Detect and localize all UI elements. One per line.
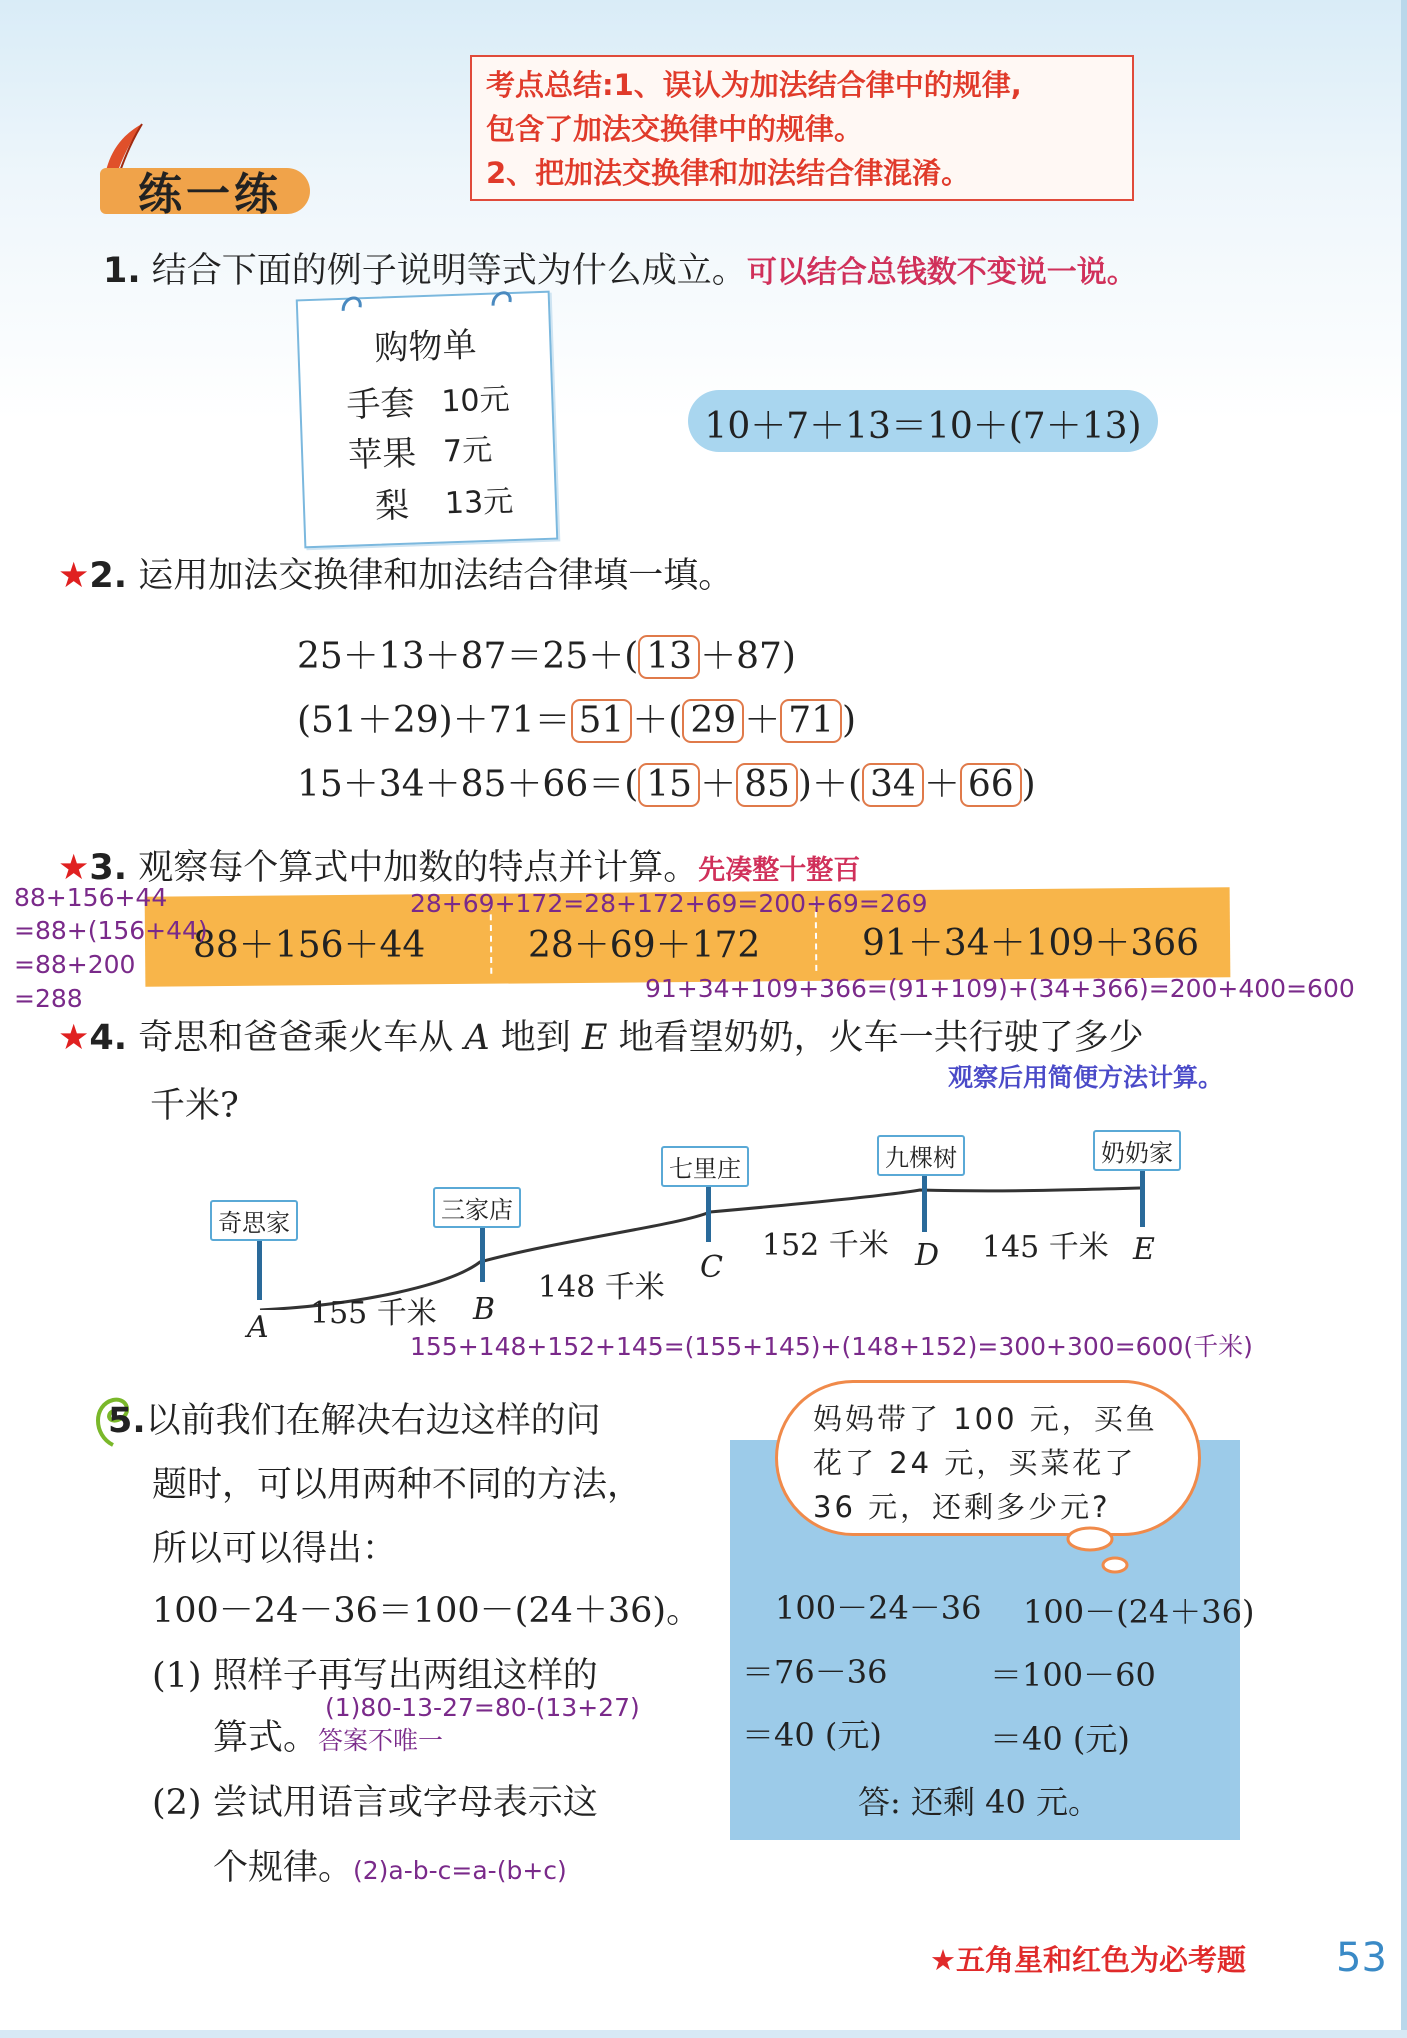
point-label: D [915,1238,940,1273]
handwritten-answer: 88+156+44 [14,883,168,912]
fill-line-3 [297,756,1036,807]
answer-box: 66 [960,763,1022,807]
question-3-number: 3. [89,848,128,888]
answer-statement: 答: 还剩 40 元。 [858,1783,1101,1821]
method-2-step: ＝100－60 [990,1656,1156,1694]
pin-icon [337,285,368,316]
sign-pole [480,1220,485,1282]
key-point-line-3: 2、把加法交换律和加法结合律混淆。 [486,156,971,190]
question-5-number: 5. [108,1401,146,1441]
item-price: 13元 [444,484,514,522]
question-1-answer: 可以结合总钱数不变说一说。 [746,255,1137,290]
answer-box: 51 [571,699,633,743]
star-icon: ★ [58,848,90,888]
station-sign: 奶奶家 [1093,1130,1181,1171]
section-heading [100,158,310,220]
handwritten-answer: (2)a-b-c=a-(b+c) [353,1856,567,1885]
distance-label: 145 千米 [982,1230,1109,1265]
point-label: A [464,1018,490,1058]
handwritten-answer: =88+(156+44) [14,916,208,945]
shopping-list-note [296,291,559,549]
point-label: E [581,1018,608,1058]
handwritten-answer: 91+34+109+366=(91+109)+(34+366)=200+400=600 [645,974,1355,1003]
answer-box: 34 [862,763,924,807]
method-1-step: ＝76－36 [742,1653,888,1691]
star-icon: ★ [58,1018,90,1058]
expr-part: ＋( [632,700,683,741]
handwritten-answer: =88+200 [14,950,136,979]
question-3-text: 观察每个算式中加数的特点并计算。 [138,848,699,888]
question-5-text: 算式。 [213,1718,319,1758]
distance-label: 148 千米 [538,1270,665,1305]
question-1-number: 1. [103,251,141,291]
question-4-number: 4. [89,1018,128,1058]
question-5-text: 以前我们在解决右边这样的问 [145,1401,601,1441]
question-3-hint: 先凑整十整百 [698,855,861,886]
question-4-text: 奇思和爸爸乘火车从 [138,1018,454,1058]
question-5-line-2: 题时，可以用两种不同的方法， [152,1465,643,1505]
expr-part: ) [842,700,857,741]
method-1-step: 100－24－36 [775,1589,982,1627]
expr-part: 25＋13＋87＝25＋( [297,636,639,677]
question-4-text-line-2: 千米? [150,1086,239,1126]
sign-pole [922,1170,927,1232]
bubble-text: 妈妈带了 100 元，买鱼 [813,1402,1158,1436]
footer-text: ★五角星和红色为必考题 [930,1943,1246,1977]
key-point-line-1: 考点总结:1、误认为加法结合律中的规律, [486,68,1022,102]
equation-pill [688,390,1158,452]
point-label: B [473,1292,496,1327]
station-sign: 九棵树 [877,1135,965,1176]
pin-icon [487,280,518,311]
expr-part: ＋ [923,764,960,805]
question-4-text: 地到 [500,1018,571,1058]
station-sign: 奇思家 [210,1200,298,1241]
expr-part: ＋87) [700,636,796,677]
handwritten-note: 答案不唯一 [318,1726,444,1755]
question-1 [103,243,1137,293]
question-5-sub-2-line-2 [213,1840,567,1890]
question-5-sub-1: (1) 照样子再写出两组这样的 [152,1656,598,1696]
question-5-line-3: 所以可以得出： [152,1529,398,1569]
fill-line-2 [297,692,856,743]
item-price: 7元 [442,432,493,470]
expr-part: )＋( [797,764,863,805]
question-3 [58,840,860,890]
question-4-hint: 观察后用简便方法计算。 [948,1063,1224,1092]
method-2-step: ＝40 (元) [990,1720,1130,1758]
question-2-text: 运用加法交换律和加法结合律填一填。 [138,556,734,596]
expression-3: 91＋34＋109＋366 [862,923,1200,964]
item-price: 10元 [440,382,511,420]
method-1-step: ＝40 (元) [742,1716,882,1754]
station-sign: 三家店 [433,1187,521,1228]
shopping-list-title: 购物单 [373,325,478,369]
equation-text: 10＋7＋13＝10＋(7＋13) [704,406,1142,447]
handwritten-answer: 28+69+172=28+172+69=200+69=269 [410,889,928,918]
footer-note [930,1930,1330,1986]
point-label: E [1133,1232,1155,1267]
handwritten-answer: =288 [14,984,83,1013]
key-points-box [470,55,1134,201]
bubble-text: 36 元，还剩多少元? [813,1490,1111,1524]
distance-label: 152 千米 [762,1228,889,1263]
sign-pole [1140,1165,1145,1227]
question-2 [58,548,733,598]
expr-part: (51＋29)＋71＝ [297,700,571,741]
answer-box: 29 [682,699,744,743]
sign-pole [257,1235,262,1300]
expr-part: 15＋34＋85＋66＝( [297,764,639,805]
method-2-step: 100－(24＋36) [1023,1593,1255,1631]
handwritten-answer: (1)80-13-27=80-(13+27) [325,1693,640,1722]
bottom-strip [0,2030,1407,2038]
answer-box: 85 [736,763,798,807]
station-sign: 七里庄 [661,1146,749,1187]
point-label: A [247,1310,269,1345]
expr-part: ＋ [744,700,781,741]
expr-part: ) [1021,764,1036,805]
sign-pole [706,1180,711,1242]
expression-2: 28＋69＋172 [528,925,761,966]
question-5-text: 个规律。 [213,1848,354,1888]
distance-label: 155 千米 [310,1296,437,1331]
question-1-text: 结合下面的例子说明等式为什么成立。 [151,251,747,291]
question-5-line-1 [108,1393,601,1443]
item-name: 手套 [345,383,416,426]
bubble-text: 花了 24 元，买菜花了 [813,1446,1137,1480]
answer-box: 15 [638,763,700,807]
item-name: 苹果 [347,433,417,476]
question-4-text: 地看望奶奶，火车一共行驶了多少 [618,1018,1144,1058]
thought-bubble [775,1380,1201,1536]
expression-1: 88＋156＋44 [193,925,426,966]
handwritten-answer: 155+148+152+145=(155+145)+(148+152)=300+300=600(千米) [410,1332,1253,1361]
fill-line-1 [297,628,796,679]
question-5-sub-1-line-2 [213,1710,443,1760]
question-4 [58,1010,1144,1060]
star-icon: ★ [58,556,90,596]
question-5-sub-2: (2) 尝试用语言或字母表示这 [152,1783,598,1823]
bubble-tail [1060,1525,1150,1585]
item-name: 梨 [374,485,410,527]
answer-box: 13 [638,635,700,679]
page-edge [1401,0,1407,2038]
question-5-line-4: 100－24－36＝100－(24＋36)。 [152,1591,702,1631]
expr-part: ＋ [700,764,737,805]
answer-box: 71 [780,699,842,743]
key-point-line-2: 包含了加法交换律中的规律。 [486,112,864,146]
section-heading-text: 练一练 [138,169,282,220]
question-2-number: 2. [89,556,128,596]
point-label: C [700,1250,723,1285]
page-number: 53 [1336,1935,1387,1981]
